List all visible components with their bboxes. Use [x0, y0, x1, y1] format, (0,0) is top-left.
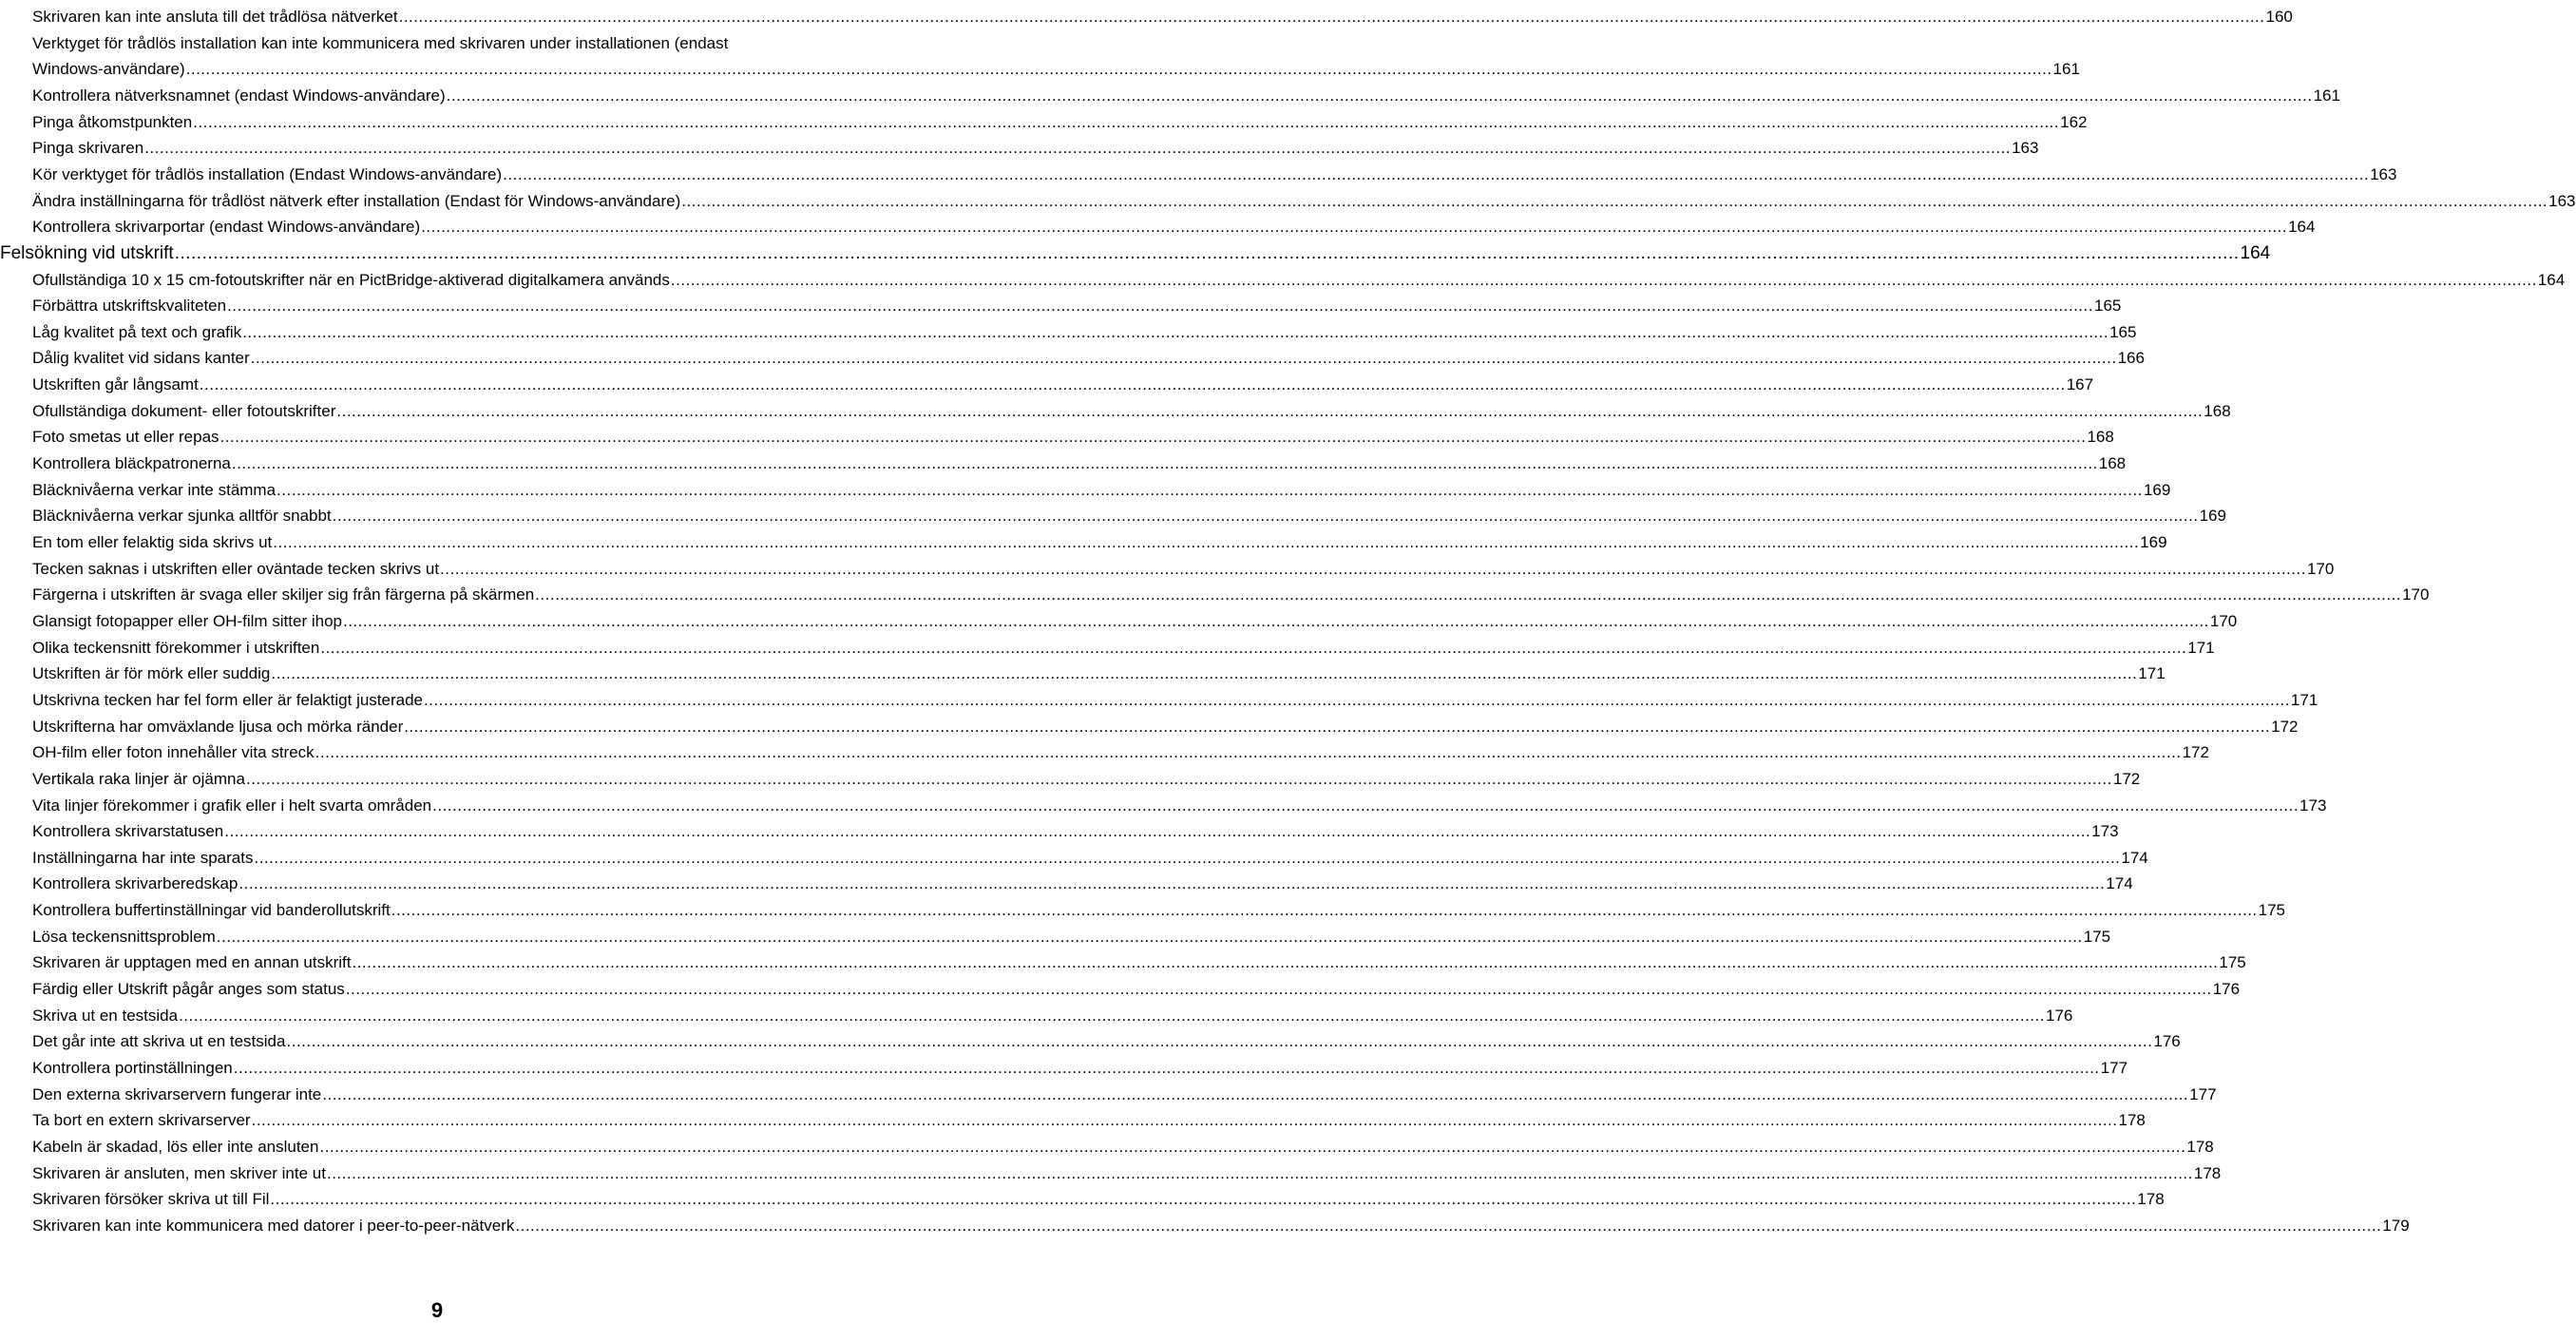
toc-entry-page: 168: [2087, 428, 2114, 447]
toc-entry-title: OH-film eller foton innehåller vita streck: [32, 743, 315, 762]
toc-entry-title: En tom eller felaktig sida skrivs ut: [32, 533, 273, 551]
toc-entry-page: 172: [2112, 769, 2141, 788]
toc-entry: [32, 1163, 2222, 1184]
toc-entry-title: Färgerna i utskriften är svaga eller skiljer sig från färgerna på skärmen: [32, 585, 535, 604]
toc-entry-page: 164: [2240, 242, 2271, 263]
toc-entry-title: Bläcknivåerna verkar inte stämma: [32, 480, 277, 499]
toc-entry-title: Färdig eller Utskrift pågår anges som status: [32, 980, 345, 999]
toc-dot-leader: [251, 348, 2117, 369]
toc-entry-title: Kontrollera buffertinställningar vid banderollutskrift: [32, 901, 391, 920]
toc-entry-title: Låg kvalitet på text och grafik: [32, 322, 242, 341]
toc-entry: [32, 900, 2286, 921]
toc-dot-leader: [315, 742, 2182, 763]
toc-dot-leader: [254, 848, 2120, 869]
toc-dot-leader: [217, 927, 2083, 948]
toc-entry-title: Kontrollera skrivarberedskap: [32, 874, 239, 893]
toc-entry-page: 178: [2118, 1111, 2146, 1130]
toc-entry-page: 171: [2187, 638, 2215, 657]
toc-entry-title: Felsökning vid utskrift: [0, 242, 174, 263]
toc-entry-page: 160: [2265, 8, 2293, 26]
toc-entry: [32, 1058, 2128, 1079]
toc-entry: [32, 769, 2141, 790]
toc-dot-leader: [227, 296, 2093, 316]
toc-entry: [32, 322, 2137, 343]
toc-dot-leader: [322, 1084, 2188, 1105]
toc-entry-page: 174: [2121, 848, 2148, 867]
toc-dot-leader: [286, 1031, 2152, 1052]
toc-entry-page: 170: [2402, 585, 2430, 604]
toc-entry: [32, 585, 2430, 605]
toc-entry-page: 171: [2290, 690, 2318, 709]
toc-entry-title: Förbättra utskriftskvaliteten: [32, 297, 227, 316]
toc-dot-leader: [186, 59, 2052, 80]
toc-entry-title: Skriva ut en testsida: [32, 1006, 179, 1025]
toc-dot-leader: [503, 164, 2369, 185]
toc-dot-leader: [252, 1110, 2118, 1131]
toc-entry-page: 178: [2193, 1163, 2222, 1182]
toc-entry-title: Vita linjer förekommer i grafik eller i helt svarta områden: [32, 796, 432, 815]
toc-entry-page: 165: [2093, 297, 2122, 316]
toc-entry-page: 166: [2117, 349, 2145, 368]
toc-entry: [32, 559, 2335, 580]
toc-entry-page: 167: [2066, 375, 2094, 394]
toc-entry: [32, 191, 2576, 212]
toc-dot-leader: [319, 1137, 2185, 1158]
toc-entry-page: 164: [2288, 218, 2316, 237]
toc-entry-page: 173: [2299, 796, 2327, 815]
toc-entry: [32, 270, 2566, 291]
toc-entry-page: 168: [2098, 454, 2127, 473]
toc-entry: [32, 1031, 2181, 1052]
toc-entry-page: 170: [2209, 611, 2238, 630]
toc-section-entry: [0, 242, 2271, 264]
toc-dot-leader: [352, 952, 2218, 973]
toc-entry-title: Olika teckensnitt förekommer i utskriften: [32, 638, 320, 657]
toc-entry: [32, 506, 2226, 527]
toc-entry-title: Den externa skrivarservern fungerar inte: [32, 1084, 322, 1103]
toc-entry-page: 175: [2258, 901, 2286, 920]
toc-entry: [32, 7, 2293, 28]
toc-dot-leader: [681, 191, 2547, 212]
toc-entry-title: Ändra inställningarna för trådlöst nätverk efter installation (Endast för Windows-användare): [32, 191, 681, 210]
toc-entry: [32, 296, 2122, 316]
toc-entry: [32, 374, 2094, 395]
toc-dot-leader: [271, 663, 2137, 684]
toc-entry-title: Kontrollera skrivarstatusen: [32, 822, 224, 841]
toc-entry-page: 174: [2106, 874, 2133, 893]
toc-entry-page: 172: [2182, 743, 2209, 762]
toc-entry-title: Foto smetas ut eller repas: [32, 428, 219, 447]
toc-dot-leader: [193, 112, 2059, 133]
toc-entry-title: Kontrollera skrivarportar (endast Windows-användare): [32, 218, 421, 237]
toc-dot-leader: [333, 506, 2199, 527]
toc-dot-leader: [447, 86, 2313, 106]
toc-entry: [32, 1189, 2165, 1210]
toc-entry-page: 171: [2138, 664, 2166, 683]
toc-dot-leader: [515, 1216, 2381, 1237]
toc-entry-page: 164: [2537, 270, 2566, 289]
toc-entry-title: Utskriften går långsamt: [32, 375, 199, 394]
toc-dot-leader: [273, 532, 2139, 553]
toc-entry: [32, 638, 2215, 659]
toc-entry: [32, 348, 2145, 369]
toc-dot-leader: [336, 401, 2203, 422]
toc-entry-title: Skrivaren är ansluten, men skriver inte ut: [32, 1163, 326, 1182]
toc-dot-leader: [535, 585, 2401, 605]
toc-entry-title: Det går inte att skriva ut en testsida: [32, 1032, 286, 1051]
toc-entry-title: Pinga skrivaren: [32, 139, 144, 158]
toc-entry: [32, 663, 2166, 684]
toc-entry: [32, 1084, 2217, 1105]
toc-entry-title: Utskrifterna har omväxlande ljusa och mörka ränder: [32, 717, 404, 736]
toc-entry-page: 173: [2091, 822, 2119, 841]
toc-dot-leader: [234, 1058, 2100, 1079]
toc-entry: [32, 480, 2171, 501]
toc-entry: [32, 33, 910, 54]
toc-entry-page: 179: [2382, 1216, 2410, 1235]
toc-entry-title: Kör verktyget för trådlös installation (Endast Windows-användare): [32, 164, 503, 183]
toc-entry: [32, 532, 2167, 553]
toc-dot-leader: [239, 873, 2105, 894]
toc-entry: [32, 952, 2246, 973]
toc-dot-leader: [246, 769, 2112, 790]
toc-entry-title: Ofullständiga 10 x 15 cm-fotoutskrifter när en PictBridge-aktiverad digitalkamera används: [32, 270, 670, 289]
toc-entry-title: Skrivaren är upptagen med en annan utskrift: [32, 953, 352, 972]
toc-dot-leader: [200, 374, 2066, 395]
toc-entry: [32, 138, 2039, 159]
toc-entry-page: 163: [2012, 139, 2039, 158]
toc-dot-leader: [144, 138, 2011, 159]
toc-entry-title: Bläcknivåerna verkar sjunka alltför snabbt: [32, 507, 332, 526]
toc-entry: [32, 979, 2241, 1000]
toc-entry-title: Kontrollera bläckpatronerna: [32, 454, 231, 473]
toc-entry-title: Kontrollera portinställningen: [32, 1059, 233, 1077]
toc-entry-title: Kontrollera nätverksnamnet (endast Windows-användare): [32, 86, 446, 105]
toc-entry: [32, 742, 2209, 763]
toc-entry-page: 170: [2306, 559, 2335, 578]
toc-dot-leader: [440, 559, 2306, 580]
toc-entry-title: Tecken saknas i utskriften eller oväntade tecken skrivs ut: [32, 559, 440, 578]
toc-dot-leader: [399, 7, 2265, 28]
toc-entry: [32, 690, 2318, 711]
toc-dot-leader: [421, 217, 2287, 238]
toc-entry-title: Kabeln är skadad, lös eller inte ansluten: [32, 1137, 319, 1156]
toc-entry: [32, 401, 2231, 422]
toc-entry-page: 163: [2548, 191, 2576, 210]
toc-dot-leader: [424, 690, 2290, 711]
page-number: 9: [430, 1298, 444, 1322]
toc-entry-page: 165: [2109, 322, 2137, 341]
toc-entry-title: Verktyget för trådlös installation kan inte kommunicera med skrivaren under installationen (endast: [32, 33, 729, 52]
toc-entry: [32, 717, 2299, 738]
toc-entry: [32, 217, 2316, 238]
toc-entry-page: 168: [2204, 401, 2231, 420]
toc-entry: [32, 164, 2397, 185]
toc-dot-leader: [671, 270, 2537, 291]
toc-entry: [32, 112, 2088, 133]
toc-dot-leader: [179, 1006, 2045, 1026]
toc-entry: [32, 1110, 2146, 1131]
toc-entry-title: Windows-användare): [32, 60, 185, 79]
toc-entry-page: 176: [2212, 980, 2241, 999]
toc-entry-title: Lösa teckensnittsproblem: [32, 927, 216, 946]
toc-entry: [32, 821, 2119, 842]
toc-entry: [32, 427, 2114, 448]
toc-entry-page: 161: [2313, 86, 2340, 105]
toc-entry: [32, 59, 2080, 80]
toc-entry-title: Inställningarna har inte sparats: [32, 848, 254, 867]
toc-entry: [32, 848, 2148, 869]
toc-entry-title: Pinga åtkomstpunkten: [32, 112, 193, 131]
toc-entry-title: Glansigt fotopapper eller OH-film sitter ihop: [32, 611, 342, 630]
toc-entry-page: 178: [2137, 1190, 2165, 1209]
toc-entry-title: Skrivaren försöker skriva ut till Fil: [32, 1190, 270, 1209]
toc-entry-page: 177: [2100, 1059, 2128, 1077]
toc-entry-page: 177: [2189, 1084, 2217, 1103]
toc-entry-title: Utskrivna tecken har fel form eller är felaktigt justerade: [32, 690, 424, 709]
toc-entry-title: Dålig kvalitet vid sidans kanter: [32, 349, 250, 368]
toc-dot-leader: [175, 243, 2240, 264]
toc-dot-leader: [320, 638, 2186, 659]
toc-entry-page: 176: [2153, 1032, 2181, 1051]
toc-entry-page: 169: [2199, 507, 2226, 526]
toc-entry: [32, 1216, 2410, 1237]
toc-entry-page: 178: [2186, 1137, 2214, 1156]
toc-entry-title: Vertikala raka linjer är ojämna: [32, 769, 245, 788]
toc-entry: [32, 86, 2340, 106]
toc-dot-leader: [224, 821, 2090, 842]
toc-dot-leader: [327, 1163, 2193, 1184]
toc-entry: [32, 796, 2327, 816]
toc-entry-page: 169: [2143, 480, 2171, 499]
toc-entry: [32, 611, 2238, 632]
toc-dot-leader: [220, 427, 2087, 448]
toc-entry-page: 162: [2060, 112, 2088, 131]
toc-dot-leader: [232, 453, 2098, 474]
toc-entry-title: Utskriften är för mörk eller suddig: [32, 664, 271, 683]
toc-entry-page: 169: [2140, 533, 2167, 551]
toc-entry-page: 161: [2052, 60, 2080, 79]
toc-dot-leader: [343, 611, 2209, 632]
toc-dot-leader: [277, 480, 2143, 501]
toc-entry-title: Skrivaren kan inte ansluta till det trådlösa nätverket: [32, 8, 398, 26]
toc-entry-page: 175: [2219, 953, 2246, 972]
toc-dot-leader: [432, 796, 2299, 816]
toc-entry-title: Ofullständiga dokument- eller fotoutskrifter: [32, 401, 336, 420]
toc-entry-page: 163: [2370, 164, 2397, 183]
toc-dot-leader: [391, 900, 2258, 921]
toc-entry: [32, 1137, 2214, 1158]
toc-entry: [32, 927, 2111, 948]
toc-entry-page: 176: [2045, 1006, 2073, 1025]
toc-dot-leader: [270, 1189, 2136, 1210]
toc-entry: [32, 873, 2133, 894]
toc-entry-page: 175: [2083, 927, 2111, 946]
toc-entry: [32, 1006, 2073, 1026]
toc-entry: [32, 453, 2127, 474]
toc-entry-title: Ta bort en extern skrivarserver: [32, 1111, 251, 1130]
toc-dot-leader: [242, 322, 2109, 343]
toc-entry-page: 172: [2271, 717, 2299, 736]
toc-entry-title: Skrivaren kan inte kommunicera med datorer i peer-to-peer-nätverk: [32, 1216, 515, 1235]
toc-dot-leader: [346, 979, 2212, 1000]
toc-dot-leader: [404, 717, 2270, 738]
